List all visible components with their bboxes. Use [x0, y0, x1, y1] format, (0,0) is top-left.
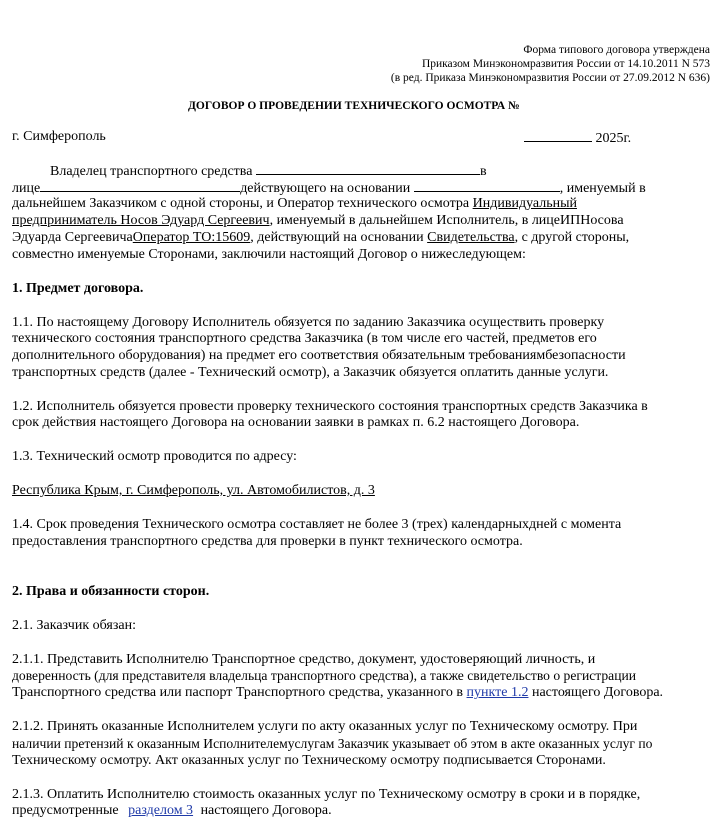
preamble-line-3 — [12, 195, 577, 212]
clause-2-1-2-line-2: наличии претензий к оказанным Исполнителемуслугам Заказчик указывает об этом в акте оказанных услуг по — [12, 736, 653, 751]
preamble-text-5: , действующий на основании — [250, 230, 424, 245]
certificate-ref: Свидетельства — [427, 230, 515, 245]
preamble-line-6: совместно именуемые Сторонами, заключили настоящий Договор о нижеследующем: — [12, 247, 526, 262]
document-title: ДОГОВОР О ПРОВЕДЕНИИ ТЕХНИЧЕСКОГО ОСМОТРА № — [188, 100, 520, 112]
clause-2-1-3-line-1: 2.1.3. Оплатить Исполнителю стоимость оказанных услуг по Техническому осмотру в сроки и в порядке, — [12, 787, 641, 802]
clause-2-1-3-text: предусмотренные — [12, 803, 119, 818]
clause-1-2-line-2: срок действия настоящего Договора на основании заявки в рамках п. 6.2 настоящего Договора. — [12, 415, 580, 430]
preamble-text-5b: , с другой стороны, — [514, 230, 630, 245]
place-of-signing: г. Симферополь — [12, 129, 106, 144]
clause-1-2-line-1: 1.2. Исполнитель обязуется провести проверку технического состояния транспортных средств Заказчика в — [12, 399, 648, 414]
owner-blank[interactable] — [256, 161, 480, 175]
clause-2-1-1-line-2: доверенность (для представителя владельца транспортного средства), а также свидетельство о регистрации — [12, 668, 637, 683]
clause-1-4-line-2: предоставления транспортного средства для проверки в пункт технического осмотра. — [12, 534, 523, 549]
preamble-text-4: , именуемый в дальнейшем Исполнитель, в лицеИПНосова — [269, 213, 624, 228]
date-line — [524, 128, 631, 147]
date-year: 2025г. — [595, 131, 632, 146]
basis-blank[interactable] — [414, 178, 560, 192]
clause-1-1-line-2: технического состояния транспортного средства Заказчика (в том числе его частей, предметов его — [12, 331, 597, 346]
clause-1-4-line-1: 1.4. Срок проведения Технического осмотра составляет не более 3 (трех) календарныхдней с момента — [12, 517, 622, 532]
order-reference-line: Приказом Минэкономразвития России от 14.10.2011 N 573 — [421, 58, 710, 70]
clause-2-1-1-line-3 — [12, 684, 663, 701]
section-2-heading: 2. Права и обязанности сторон. — [12, 584, 210, 599]
preamble-text-3: дальнейшем Заказчиком с одной стороны, и Оператор технического осмотра — [12, 196, 470, 211]
form-approval-line: Форма типового договора утверждена — [523, 44, 710, 56]
clause-2-1-3-line-2 — [12, 802, 332, 819]
date-blank[interactable] — [524, 128, 592, 142]
clause-2-1-1-text: Транспортного средства или паспорт Транспортного средства, указанного в — [12, 685, 464, 700]
representative-blank[interactable] — [40, 178, 240, 192]
inspection-address: Республика Крым, г. Симферополь, ул. Автомобилистов, д. 3 — [12, 483, 375, 498]
clause-2-1: 2.1. Заказчик обязан: — [12, 618, 136, 633]
clause-1-1-line-1: 1.1. По настоящему Договору Исполнитель обязуется по заданию Заказчика осуществить проверку — [12, 315, 605, 330]
clause-2-1-1-tail: настоящего Договора. — [531, 685, 664, 700]
link-clause-1-2[interactable]: пункте 1.2 — [466, 685, 529, 700]
clause-2-1-1-line-1: 2.1.1. Представить Исполнителю Транспортное средство, документ, удостоверяющий личность, и — [12, 652, 596, 667]
section-1-heading: 1. Предмет договора. — [12, 281, 144, 296]
operator-name: предприниматель Носов Эдуард Сергеевич — [12, 213, 270, 228]
operator-representative: Эдуарда Сергеевича — [12, 230, 133, 245]
basis-label: действующего на основании — [240, 181, 411, 196]
clause-2-1-2-line-3: Техническому осмотру. Акт оказанных услуг по Техническому осмотру подписывается Сторонами. — [12, 753, 606, 768]
link-section-3[interactable]: разделом 3 — [128, 803, 194, 818]
preamble-in: в — [479, 164, 487, 179]
preamble-named: , именуемый в — [559, 181, 646, 196]
operator-id: Оператор ТО:15609 — [132, 230, 251, 245]
owner-label: Владелец транспортного средства — [50, 164, 253, 179]
representative-label: лице — [12, 181, 41, 196]
order-amendment-line: (в ред. Приказа Минэкономразвития России от 27.09.2012 N 636) — [390, 72, 710, 84]
clause-2-1-2-line-1: 2.1.2. Принять оказанные Исполнителем услуги по акту оказанных услуг по Техническому осмотру. При — [12, 719, 638, 734]
operator-type: Индивидуальный — [472, 196, 577, 211]
clause-1-1-line-4: транспортных средств (далее - Технический осмотр), а Заказчик обязуется оплатить данные услуги. — [12, 365, 609, 380]
preamble-line-5 — [12, 229, 629, 246]
clause-1-1-line-3: дополнительного оборудования) на предмет его соответствия обязательным требованиямбезопасности — [12, 348, 626, 363]
preamble-line-4 — [12, 212, 624, 229]
clause-1-3: 1.3. Технический осмотр проводится по адресу: — [12, 449, 297, 464]
clause-2-1-3-tail: настоящего Договора. — [200, 803, 332, 818]
